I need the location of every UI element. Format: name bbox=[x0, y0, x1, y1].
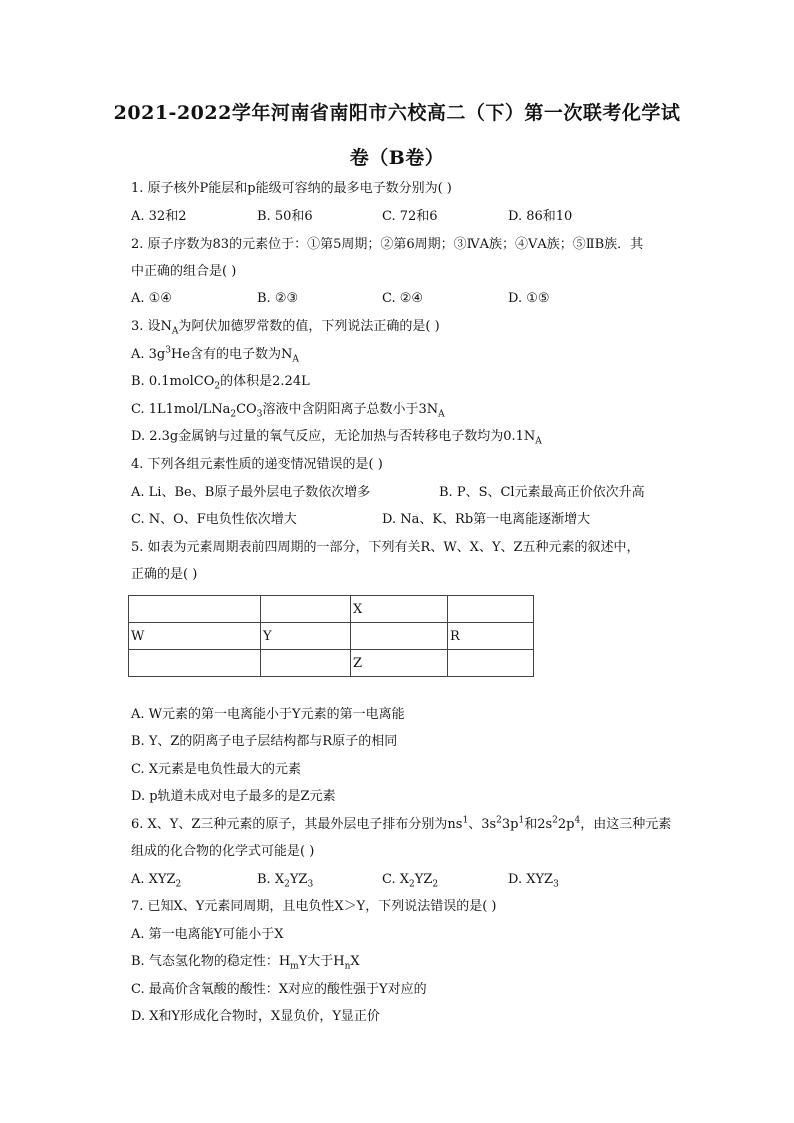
q1-option-a: A. 32和2 bbox=[131, 209, 187, 224]
table-row bbox=[129, 650, 534, 677]
q7-option-b: B. 气态氢化物的稳定性：$H_mY$大于$H_nX$ bbox=[131, 954, 360, 972]
q4-option-c: C. N、O、F电负性依次增大 bbox=[131, 512, 297, 527]
q2-option-c: C. ②④ bbox=[382, 291, 424, 306]
q3-option-b: B. 0.1molCO$_2$的体积是2.24L bbox=[131, 374, 310, 392]
q4-option-d: D. Na、K、Rb第一电离能逐渐增大 bbox=[382, 512, 591, 527]
q7-option-d: D. X和Y形成化合物时，X显负价，Y显正价 bbox=[131, 1009, 380, 1024]
table-cell bbox=[261, 650, 351, 677]
table-cell bbox=[129, 596, 261, 623]
table-row bbox=[129, 596, 534, 623]
question-3-stem: 3. 设$N_A$为阿伏加德罗常数的值，下列说法正确的是( ) bbox=[131, 319, 440, 337]
table-cell bbox=[129, 650, 261, 677]
table-row bbox=[129, 623, 534, 650]
question-6-stem-line-2: 组成的化合物的化学式可能是( ) bbox=[131, 844, 315, 859]
q2-option-b: B. ②③ bbox=[257, 291, 299, 306]
table-cell: R bbox=[448, 623, 534, 650]
q2-option-a: A. ①④ bbox=[131, 291, 172, 306]
question-4-stem: 4. 下列各组元素性质的递变情况错误的是( ) bbox=[131, 457, 383, 472]
q6-option-b: B. $X_2YZ_3$ bbox=[257, 872, 314, 890]
q1-option-b: B. 50和6 bbox=[257, 209, 313, 224]
page-title-line-2: 卷（B卷） bbox=[349, 147, 445, 169]
table-cell bbox=[351, 623, 448, 650]
question-2-stem-line-2: 中正确的组合是( ) bbox=[131, 264, 237, 279]
q7-option-c: C. 最高价含氧酸的酸性：X对应的酸性强于Y对应的 bbox=[131, 982, 427, 997]
q5-option-c: C. X元素是电负性最大的元素 bbox=[131, 762, 302, 777]
table-cell: Z bbox=[351, 650, 448, 677]
table-cell bbox=[448, 650, 534, 677]
q4-option-b: B. P、S、Cl元素最高正价依次升高 bbox=[439, 485, 645, 500]
q3-option-d: D. 2.3g金属钠与过量的氧气反应，无论加热与否转移电子数均为$0.1N_A$ bbox=[131, 429, 542, 447]
q6-option-d: D. $XYZ_3$ bbox=[508, 872, 559, 890]
table-cell: Y bbox=[261, 623, 351, 650]
q6-option-a: A. $XYZ_2$ bbox=[131, 872, 182, 890]
table-cell bbox=[261, 596, 351, 623]
q7-option-a: A. 第一电离能Y可能小于X bbox=[131, 927, 284, 942]
table-cell: X bbox=[351, 596, 448, 623]
q6-option-c: C. $X_2YZ_2$ bbox=[382, 872, 439, 890]
periodic-table-fragment bbox=[128, 595, 534, 677]
question-5-stem-line-1: 5. 如表为元素周期表前四周期的一部分，下列有关R、W、X、Y、Z五种元素的叙述中， bbox=[131, 540, 640, 555]
question-1-stem: 1. 原子核外P能层和p能级可容纳的最多电子数分别为( ) bbox=[131, 181, 452, 196]
q5-option-d: D. p轨道未成对电子最多的是Z元素 bbox=[131, 789, 336, 804]
question-5-stem-line-2: 正确的是( ) bbox=[131, 567, 198, 582]
q5-option-b: B. Y、Z的阴离子电子层结构都与R原子的相同 bbox=[131, 734, 398, 749]
q2-option-d: D. ①⑤ bbox=[508, 291, 550, 306]
q1-option-d: D. 86和10 bbox=[508, 209, 573, 224]
page-title-line-1: 2021-2022学年河南省南阳市六校高二（下）第一次联考化学试 bbox=[113, 102, 681, 124]
q1-option-c: C. 72和6 bbox=[382, 209, 438, 224]
q4-option-a: A. Li、Be、B原子最外层电子数依次增多 bbox=[131, 485, 371, 500]
table-cell: W bbox=[129, 623, 261, 650]
table-cell bbox=[448, 596, 534, 623]
q3-option-a: A. $3g^3He$含有的电子数为$N_A$ bbox=[131, 345, 299, 365]
q5-option-a: A. W元素的第一电离能小于Y元素的第一电离能 bbox=[131, 707, 405, 722]
question-6-stem-line-1: 6. X、Y、Z三种元素的原子，其最外层电子排布分别为$ns^1$、$3s^23p^1$和$2s^22p^4$，由这三种元素 bbox=[131, 815, 672, 832]
question-7-stem: 7. 已知X、Y元素同周期，且电负性X＞Y，下列说法错误的是( ) bbox=[131, 899, 497, 914]
question-2-stem-line-1: 2. 原子序数为83的元素位于：①第5周期；②第6周期；③ⅣA族；④ⅤA族；⑤ⅡB族．其 bbox=[131, 237, 644, 252]
q3-option-c: C. $1L1mol/LNa_2CO_3$溶液中含阴阳离子总数小于$3N_A$ bbox=[131, 402, 445, 420]
